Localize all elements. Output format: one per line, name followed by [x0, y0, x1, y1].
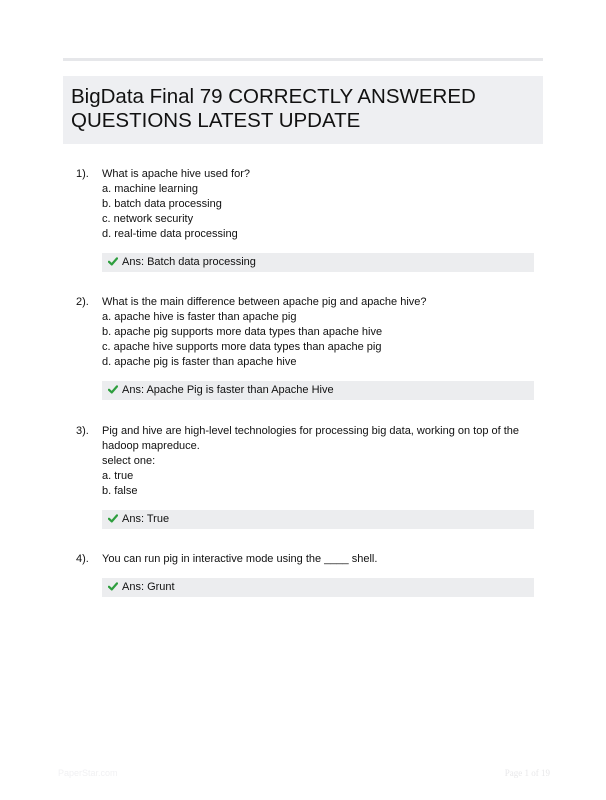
check-icon	[108, 514, 118, 523]
question-number: 2).	[76, 296, 89, 308]
answer-box	[102, 578, 534, 597]
question-text	[102, 167, 512, 242]
option-b: b. batch data processing	[102, 198, 222, 210]
question-line: What is the main difference between apache pig and apache hive?	[102, 296, 427, 308]
question-text	[102, 424, 520, 499]
check-icon	[108, 385, 118, 394]
title-line-2: QUESTIONS LATEST UPDATE	[71, 109, 361, 132]
option-b: b. apache pig supports more data types than apache hive	[102, 326, 383, 338]
top-divider	[63, 58, 543, 61]
question-line: Pig and hive are high-level technologies for processing big data, working on top of the	[102, 425, 520, 437]
question-text	[102, 295, 512, 370]
option-c: c. network security	[102, 213, 194, 225]
answer-text: Ans: Batch data processing	[122, 256, 256, 268]
answer-text: Ans: Apache Pig is faster than Apache Hive	[122, 384, 334, 396]
answer-box	[102, 253, 534, 272]
option-d: d. real-time data processing	[102, 228, 238, 240]
document-title	[71, 85, 535, 133]
question-line: You can run pig in interactive mode using the ____ shell.	[102, 553, 378, 565]
option-c: c. apache hive supports more data types than apache pig	[102, 341, 382, 353]
question-number: 1).	[76, 168, 89, 180]
answer-box	[102, 510, 534, 529]
answer-text: Ans: Grunt	[122, 581, 175, 593]
question-number: 3).	[76, 425, 89, 437]
footer-watermark: PaperStar.com	[58, 768, 118, 778]
option-d: d. apache pig is faster than apache hive	[102, 356, 297, 368]
option-b: b. false	[102, 485, 138, 497]
option-a: a. true	[102, 470, 134, 482]
question-line: What is apache hive used for?	[102, 168, 250, 180]
check-icon	[108, 582, 118, 591]
title-line-1: BigData Final 79 CORRECTLY ANSWERED	[71, 85, 476, 108]
answer-text: Ans: True	[122, 513, 170, 525]
question-text	[102, 552, 512, 567]
document-title-box	[63, 76, 543, 144]
option-a: a. apache hive is faster than apache pig	[102, 311, 297, 323]
question-number: 4).	[76, 553, 89, 565]
answer-box	[102, 381, 534, 400]
check-icon	[108, 257, 118, 266]
page-number: Page 1 of 19	[504, 768, 550, 778]
option-a: a. machine learning	[102, 183, 199, 195]
question-line-continued: hadoop mapreduce.	[102, 440, 200, 452]
question-instruction: select one:	[102, 455, 156, 467]
